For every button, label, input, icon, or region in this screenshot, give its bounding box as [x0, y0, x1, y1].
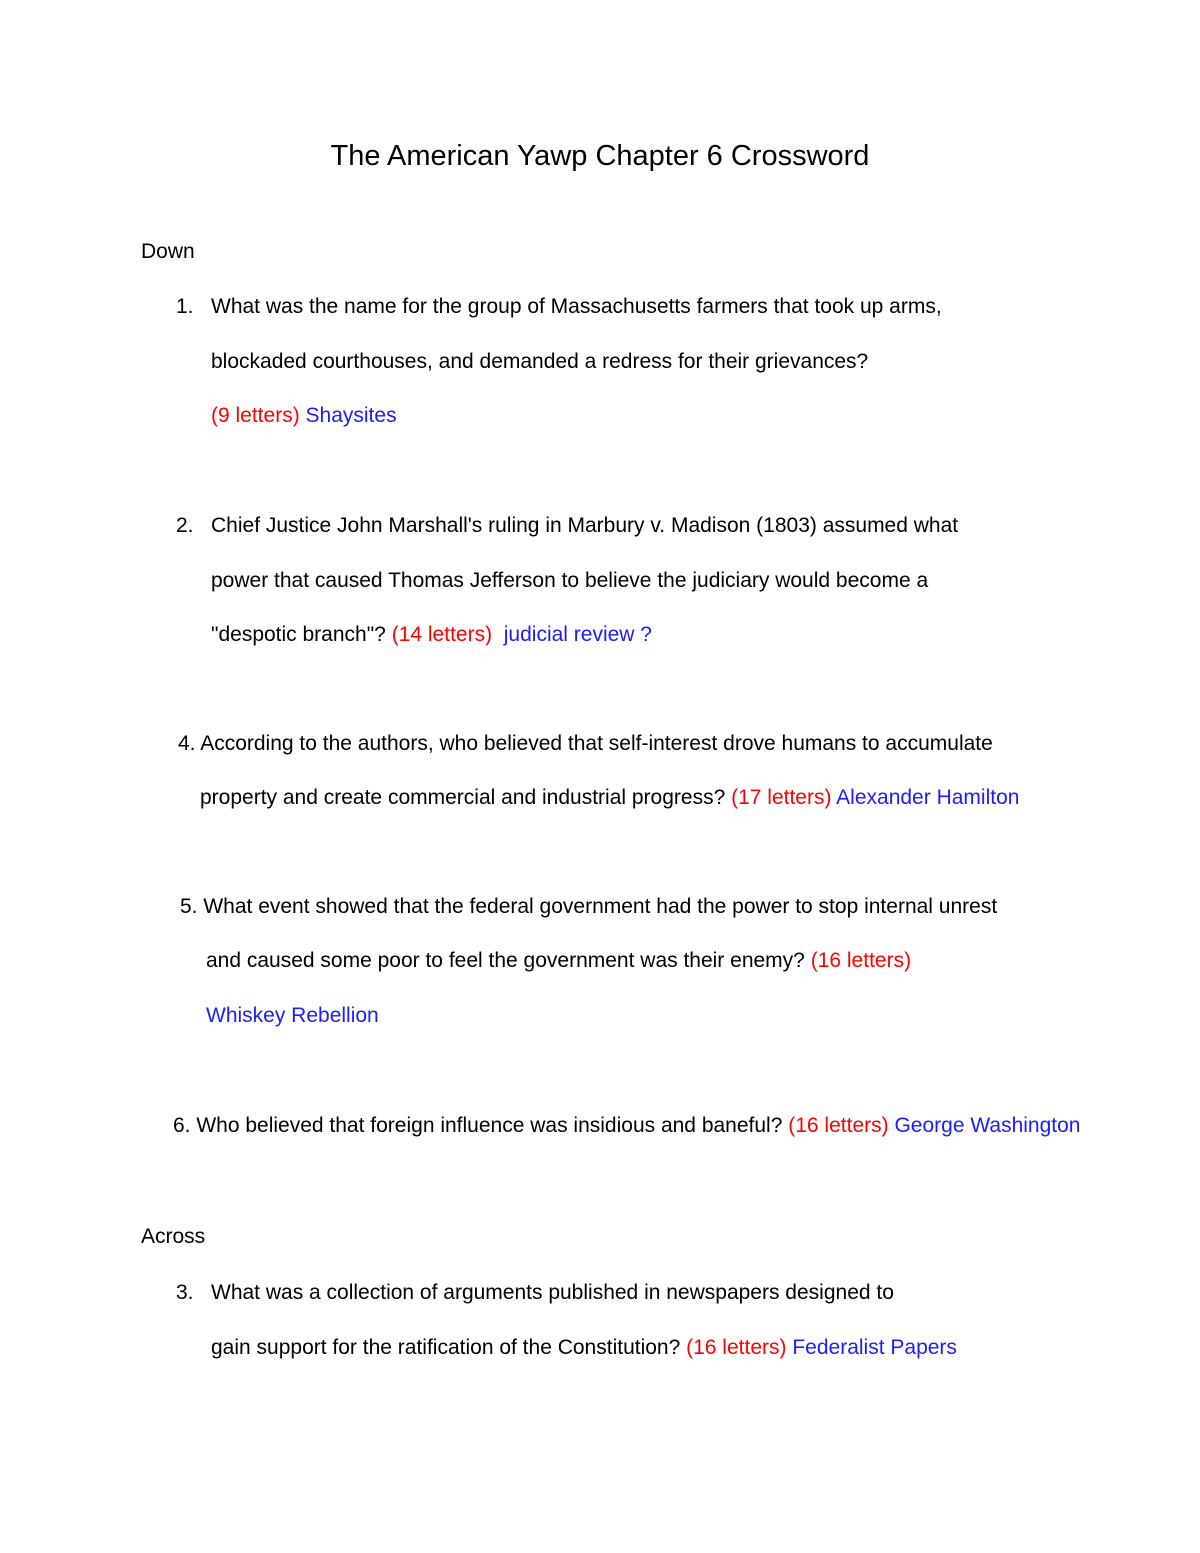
letter-count: (9 letters): [211, 404, 300, 427]
clue-answer-line: [211, 622, 652, 648]
clue-text: What was a collection of arguments published in newspapers designed to: [211, 1281, 894, 1304]
clue-text: 6. Who believed that foreign influence was insidious and baneful?: [173, 1114, 783, 1137]
clue-text: power that caused Thomas Jefferson to believe the judiciary would become a: [211, 569, 929, 592]
clue-answer-line: [211, 1335, 957, 1361]
clue-answer-line: [206, 1003, 379, 1029]
clue-text: "despotic branch"?: [211, 623, 386, 646]
letter-count: (17 letters): [731, 786, 832, 809]
clue-answer-line: [211, 403, 397, 429]
letter-count: (16 letters): [788, 1114, 889, 1137]
clue-text: Chief Justice John Marshall's ruling in Marbury v. Madison (1803) assumed what: [211, 514, 959, 537]
across-heading: Across: [141, 1225, 206, 1248]
clue-answer-line: [173, 1113, 1080, 1139]
clue-text: blockaded courthouses, and demanded a redress for their grievances?: [211, 350, 869, 373]
clue-number: 1.: [176, 295, 194, 318]
clue-answer-line: [200, 785, 1019, 811]
answer: Alexander Hamilton: [836, 786, 1020, 809]
answer: Whiskey Rebellion: [206, 1004, 379, 1027]
clue-text: gain support for the ratification of the Constitution?: [211, 1336, 681, 1359]
letter-count: (16 letters): [810, 949, 912, 972]
clue-text: What was the name for the group of Massachusetts farmers that took up arms,: [211, 295, 942, 318]
answer: Shaysites: [305, 404, 397, 427]
clue-text: property and create commercial and industrial progress?: [200, 786, 726, 809]
clue-number: 3.: [176, 1281, 194, 1304]
answer: George Washington: [894, 1114, 1081, 1137]
clue-answer-line: [206, 948, 911, 974]
clue-text: 5. What event showed that the federal government had the power to stop internal unrest: [180, 895, 998, 918]
letter-count: (16 letters): [686, 1336, 787, 1359]
letter-count: (14 letters): [391, 623, 493, 646]
answer: judicial review ?: [503, 623, 652, 646]
clue-text: and caused some poor to feel the government was their enemy?: [206, 949, 805, 972]
answer: Federalist Papers: [792, 1336, 957, 1359]
clue-number: 2.: [176, 514, 194, 537]
down-heading: Down: [141, 240, 195, 263]
page-title: The American Yawp Chapter 6 Crossword: [330, 140, 870, 172]
clue-text: 4. According to the authors, who believed that self-interest drove humans to accumulate: [178, 732, 993, 755]
